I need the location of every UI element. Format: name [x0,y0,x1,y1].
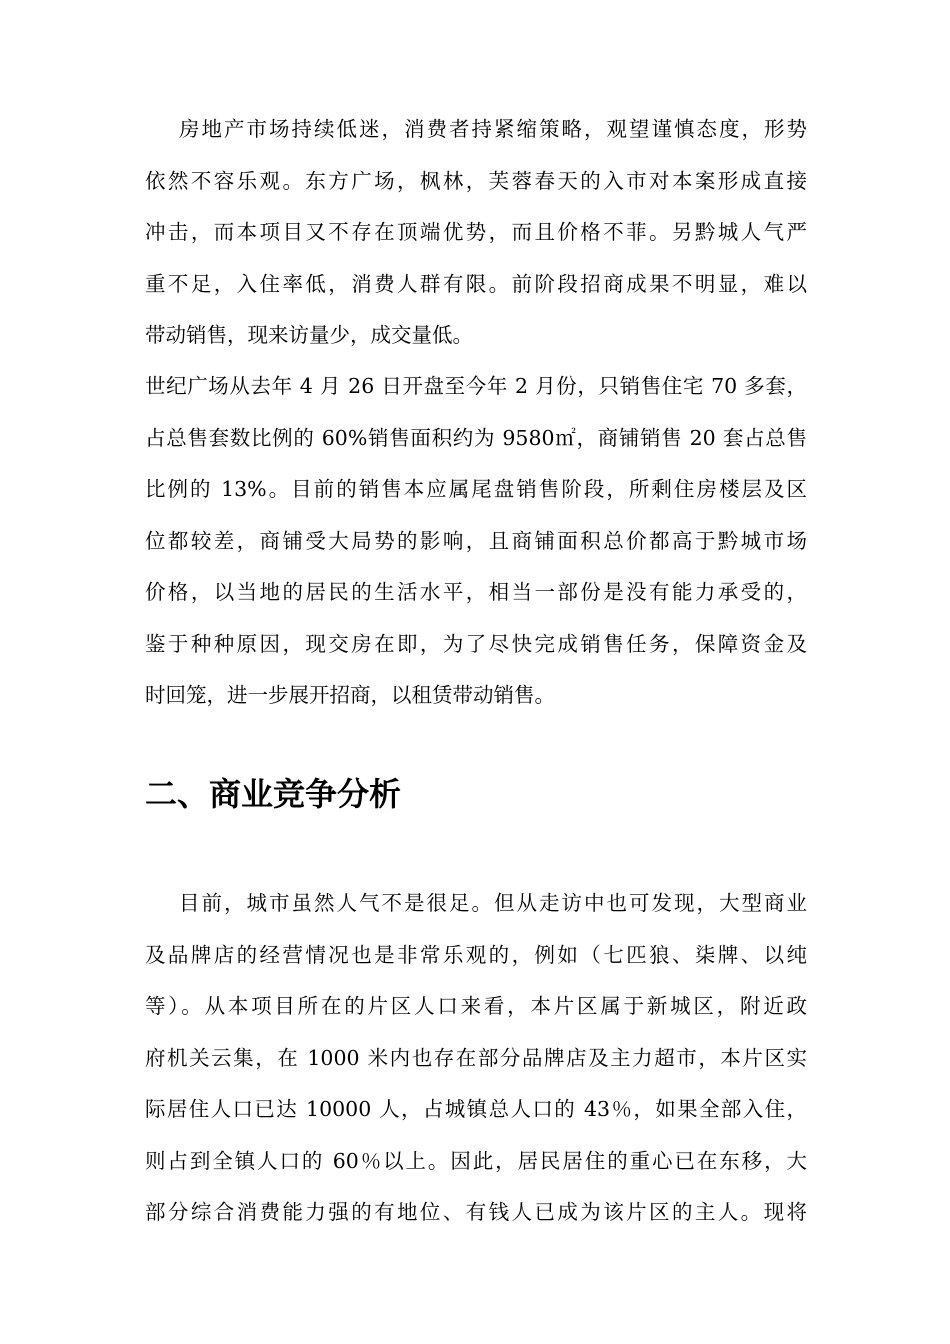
text-line: 冲击，而本项目又不存在顶端优势，而且价格不菲。另黔城人气严 [145,220,807,244]
text-line: 价格，以当地的居民的生活水平，相当一部份是没有能力承受的， [145,580,807,604]
text-line: 部分综合消费能力强的有地位、有钱人已成为该片区的主人。现将 [145,1200,807,1224]
text-line: 目前，城市虽然人气不是很足。但从走访中也可发现，大型商业 [179,891,807,915]
text-line: 世纪广场从去年 4 月 26 日开盘至今年 2 月份，只销售住宅 70 多套， [145,374,807,398]
text-line: 比例的 13%。目前的销售本应属尾盘销售阶段，所剩住房楼层及区 [145,477,807,501]
text-line: 依然不容乐观。东方广场，枫林，芙蓉春天的入市对本案形成直接 [145,168,807,193]
section-heading: 二、商业竞争分析 [145,775,402,813]
text-line: 鉴于种种原因，现交房在即，为了尽快完成销售任务，保障资金及 [145,631,807,656]
text-line: 位都较差，商铺受大局势的影响，且商铺面积总价都高于黔城市场 [145,528,807,553]
text-line: 时回笼，进一步展开招商，以租赁带动销售。 [145,683,555,707]
text-line: 府机关云集，在 1000 米内也存在部分品牌店及主力超市，本片区实 [145,1045,807,1070]
text-line: 占总售套数比例的 60%销售面积约为 9580㎡，商铺销售 20 套占总售 [145,425,807,450]
text-line: 际居住人口已达 10000 人，占城镇总人口的 43％，如果全部入住， [145,1097,807,1121]
text-line: 带动销售，现来访量少，成交量低。 [145,323,473,347]
paragraph-competition-analysis [145,878,807,1239]
text-line: 重不足，入住率低，消费人群有限。前阶段招商成果不明显，难以 [145,271,807,296]
text-line: 则占到全镇人口的 60％以上。因此，居民居住的重心已在东移，大 [145,1148,807,1173]
paragraph-sales-status [145,361,807,722]
text-line: 房地产市场持续低迷，消费者持紧缩策略，观望谨慎态度，形势 [179,117,807,141]
text-line: 及品牌店的经营情况也是非常乐观的，例如（七匹狼、柒牌、以纯 [145,942,807,967]
text-line: 等）。从本项目所在的片区人口来看，本片区属于新城区，附近政 [145,994,807,1018]
paragraph-market-situation [145,104,807,362]
